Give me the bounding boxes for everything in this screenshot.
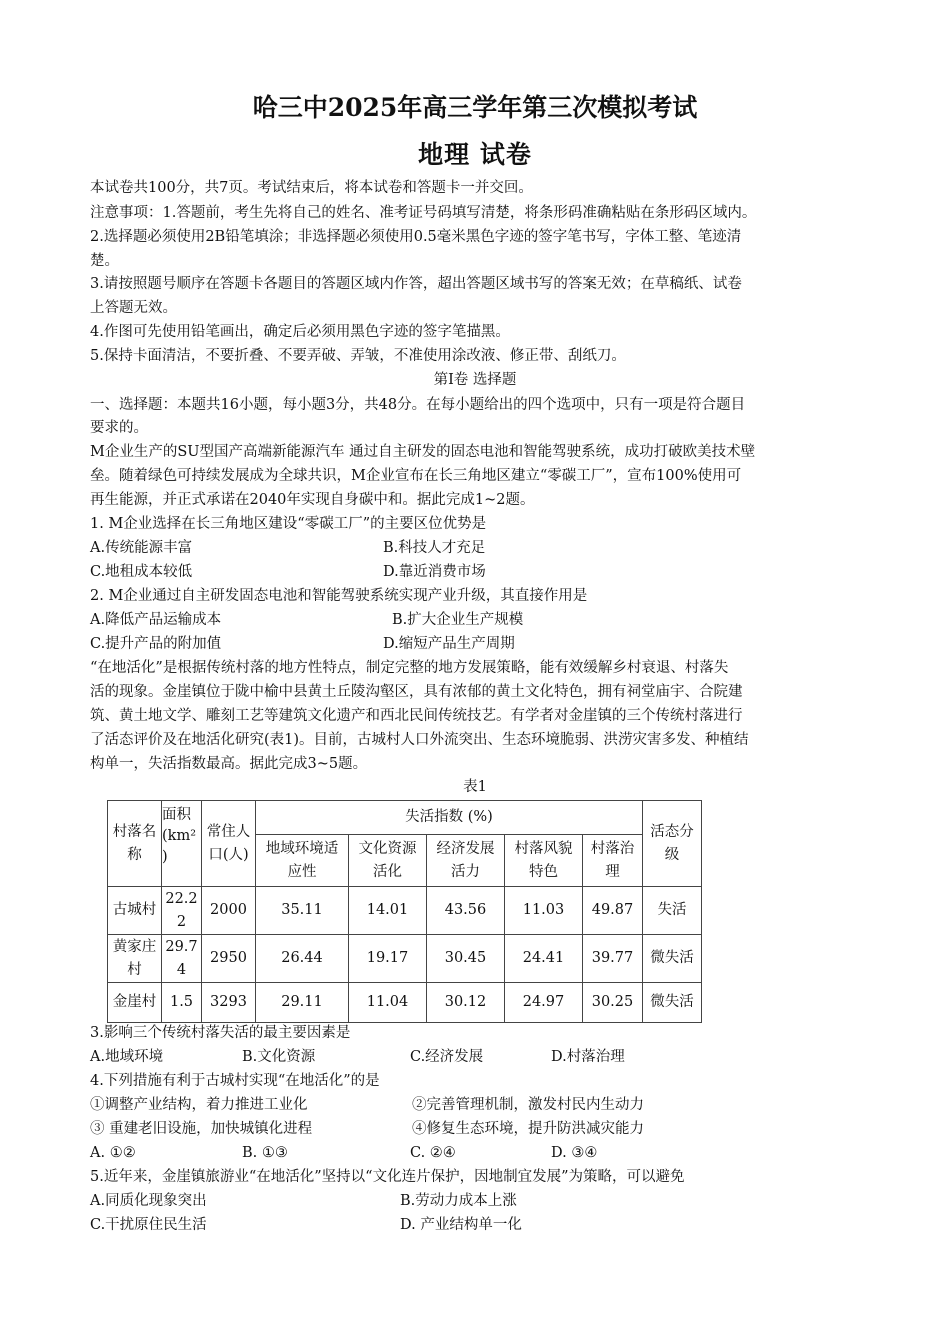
- passage2-line: 筑、黄土地文学、雕刻工艺等建筑文化遗产和西北民间传统技艺。有学者对金崖镇的三个传统村落进行: [90, 708, 743, 724]
- q4-stem: 4.下列措施有利于古城村实现“在地活化”的是: [90, 1073, 380, 1089]
- table-row: [108, 983, 702, 1023]
- village-table: [107, 800, 702, 1023]
- table-row: [108, 887, 702, 935]
- q1-option-d[interactable]: D.靠近消费市场: [383, 564, 486, 580]
- header-area: 面积 (km² ): [162, 801, 202, 887]
- q4-option-d[interactable]: D. ③④: [551, 1145, 598, 1161]
- header-level: 活态分 级: [643, 801, 702, 887]
- village-name: 古城村: [108, 887, 162, 935]
- q3-stem: 3.影响三个传统村落失活的最主要因素是: [90, 1025, 351, 1041]
- passage2-line: “在地活化”是根据传统村落的地方性特点，制定完整的地方发展策略，能有效缓解乡村衰退、村落失: [90, 660, 729, 676]
- index-landscape: 11.03: [505, 887, 583, 935]
- q3-option-d[interactable]: D.村落治理: [551, 1049, 625, 1065]
- village-area: 29.7 4: [162, 935, 202, 983]
- index-environment: 26.44: [256, 935, 349, 983]
- q5-option-d[interactable]: D. 产业结构单一化: [400, 1217, 522, 1233]
- q1-stem: 1. M企业选择在长三角地区建设“零碳工厂”的主要区位优势是: [90, 516, 487, 532]
- subheader-landscape: 村落风貌 特色: [505, 835, 583, 887]
- notice-3b: 上答题无效。: [90, 300, 177, 316]
- index-culture: 14.01: [349, 887, 427, 935]
- activity-level: 微失活: [643, 935, 702, 983]
- q5-option-a[interactable]: A.同质化现象突出: [90, 1193, 207, 1209]
- section-heading: 第Ⅰ卷 选择题: [433, 372, 517, 388]
- index-economy: 30.45: [427, 935, 505, 983]
- header-village-name: 村落名 称: [108, 801, 162, 887]
- q3-option-c[interactable]: C.经济发展: [410, 1049, 484, 1065]
- subheader-environment: 地域环境适 应性: [256, 835, 349, 887]
- q4-statement-4: ④修复生态环境，提升防洪减灾能力: [412, 1121, 644, 1137]
- q1-option-c[interactable]: C.地租成本较低: [90, 564, 193, 580]
- table-row: [108, 935, 702, 983]
- notice-2a: 2.选择题必须使用2B铅笔填涂；非选择题必须使用0.5毫米黑色字迹的签字笔书写，字体工整、笔迹清: [90, 229, 742, 245]
- passage1-line: 再生能源，并正式承诺在2040年实现自身碳中和。据此完成1~2题。: [90, 492, 535, 508]
- notice-4: 4.作图可先使用铅笔画出，确定后必须用黑色字迹的签字笔描黑。: [90, 324, 510, 340]
- q4-option-b[interactable]: B. ①③: [242, 1145, 288, 1161]
- q5-option-b[interactable]: B.劳动力成本上涨: [400, 1193, 517, 1209]
- q4-statement-1: ①调整产业结构，着力推进工业化: [90, 1097, 308, 1113]
- q4-option-a[interactable]: A. ①②: [90, 1145, 136, 1161]
- q2-stem: 2. M企业通过自主研发固态电池和智能驾驶系统实现产业升级，其直接作用是: [90, 588, 588, 604]
- index-environment: 29.11: [256, 983, 349, 1023]
- exam-title: 哈三中2025年高三学年第三次模拟考试: [252, 93, 698, 122]
- section-desc-a: 一、选择题：本题共16小题，每小题3分，共48分。在每小题给出的四个选项中，只有一项是符合题目: [90, 397, 746, 413]
- index-economy: 43.56: [427, 887, 505, 935]
- index-governance: 39.77: [583, 935, 643, 983]
- q5-option-c[interactable]: C.干扰原住民生活: [90, 1217, 207, 1233]
- notice-1: 注意事项：1.答题前，考生先将自己的姓名、准考证号码填写清楚，将条形码准确粘贴在条形码区域内。: [90, 205, 757, 221]
- q3-option-a[interactable]: A.地域环境: [90, 1049, 164, 1065]
- q2-option-c[interactable]: C.提升产品的附加值: [90, 636, 222, 652]
- index-culture: 11.04: [349, 983, 427, 1023]
- passage2-line: 了活态评价及在地活化研究(表1)。目前，古城村人口外流突出、生态环境脆弱、洪涝灾害多发、种植结: [90, 732, 749, 748]
- header-index: 失活指数 (%): [256, 801, 643, 835]
- index-culture: 19.17: [349, 935, 427, 983]
- section-desc-b: 要求的。: [90, 420, 148, 436]
- index-governance: 30.25: [583, 983, 643, 1023]
- exam-subtitle: 地理 试卷: [418, 140, 532, 169]
- village-population: 2000: [202, 887, 256, 935]
- village-population: 2950: [202, 935, 256, 983]
- activity-level: 微失活: [643, 983, 702, 1023]
- village-name: 金崖村: [108, 983, 162, 1023]
- passage2-line: 活的现象。金崖镇位于陇中榆中县黄土丘陵沟壑区，具有浓郁的黄土文化特色，拥有祠堂庙宇、合院建: [90, 684, 743, 700]
- activity-level: 失活: [643, 887, 702, 935]
- index-economy: 30.12: [427, 983, 505, 1023]
- village-population: 3293: [202, 983, 256, 1023]
- index-governance: 49.87: [583, 887, 643, 935]
- q5-stem: 5.近年来，金崖镇旅游业“在地活化”坚持以“文化连片保护，因地制宜发展”为策略，可以避免: [90, 1169, 685, 1185]
- subheader-economy: 经济发展 活力: [427, 835, 505, 887]
- q2-option-a[interactable]: A.降低产品运输成本: [90, 612, 222, 628]
- q1-option-a[interactable]: A.传统能源丰富: [90, 540, 193, 556]
- q4-option-c[interactable]: C. ②④: [410, 1145, 456, 1161]
- index-environment: 35.11: [256, 887, 349, 935]
- header-population: 常住人 口(人): [202, 801, 256, 887]
- passage2-line: 构单一，失活指数最高。据此完成3~5题。: [90, 756, 368, 772]
- q2-option-b[interactable]: B.扩大企业生产规模: [392, 612, 524, 628]
- notice-5: 5.保持卡面清洁，不要折叠、不要弄破、弄皱，不准使用涂改液、修正带、刮纸刀。: [90, 348, 626, 364]
- notice-2b: 楚。: [90, 253, 119, 269]
- q1-option-b[interactable]: B.科技人才充足: [383, 540, 486, 556]
- index-landscape: 24.97: [505, 983, 583, 1023]
- village-name: 黄家庄 村: [108, 935, 162, 983]
- passage1-line: M企业生产的SU型国产高端新能源汽车 通过自主研发的固态电池和智能驾驶系统，成功打破欧美技术壁: [90, 444, 756, 460]
- intro-line: 本试卷共100分，共7页。考试结束后，将本试卷和答题卡一并交回。: [90, 180, 533, 196]
- passage1-line: 垒。随着绿色可持续发展成为全球共识，M企业宣布在长三角地区建立“零碳工厂”，宣布100%使用可: [90, 468, 742, 484]
- subheader-governance: 村落治 理: [583, 835, 643, 887]
- notice-3a: 3.请按照题号顺序在答题卡各题目的答题区域内作答，超出答题区域书写的答案无效；在草稿纸、试卷: [90, 276, 742, 292]
- village-area: 22.2 2: [162, 887, 202, 935]
- q2-option-d[interactable]: D.缩短产品生产周期: [383, 636, 515, 652]
- village-area: 1.5: [162, 983, 202, 1023]
- subheader-culture: 文化资源 活化: [349, 835, 427, 887]
- table-caption: 表1: [463, 779, 487, 795]
- q4-statement-2: ②完善管理机制，激发村民内生动力: [412, 1097, 644, 1113]
- q3-option-b[interactable]: B.文化资源: [242, 1049, 316, 1065]
- q4-statement-3: ③ 重建老旧设施，加快城镇化进程: [90, 1121, 313, 1137]
- index-landscape: 24.41: [505, 935, 583, 983]
